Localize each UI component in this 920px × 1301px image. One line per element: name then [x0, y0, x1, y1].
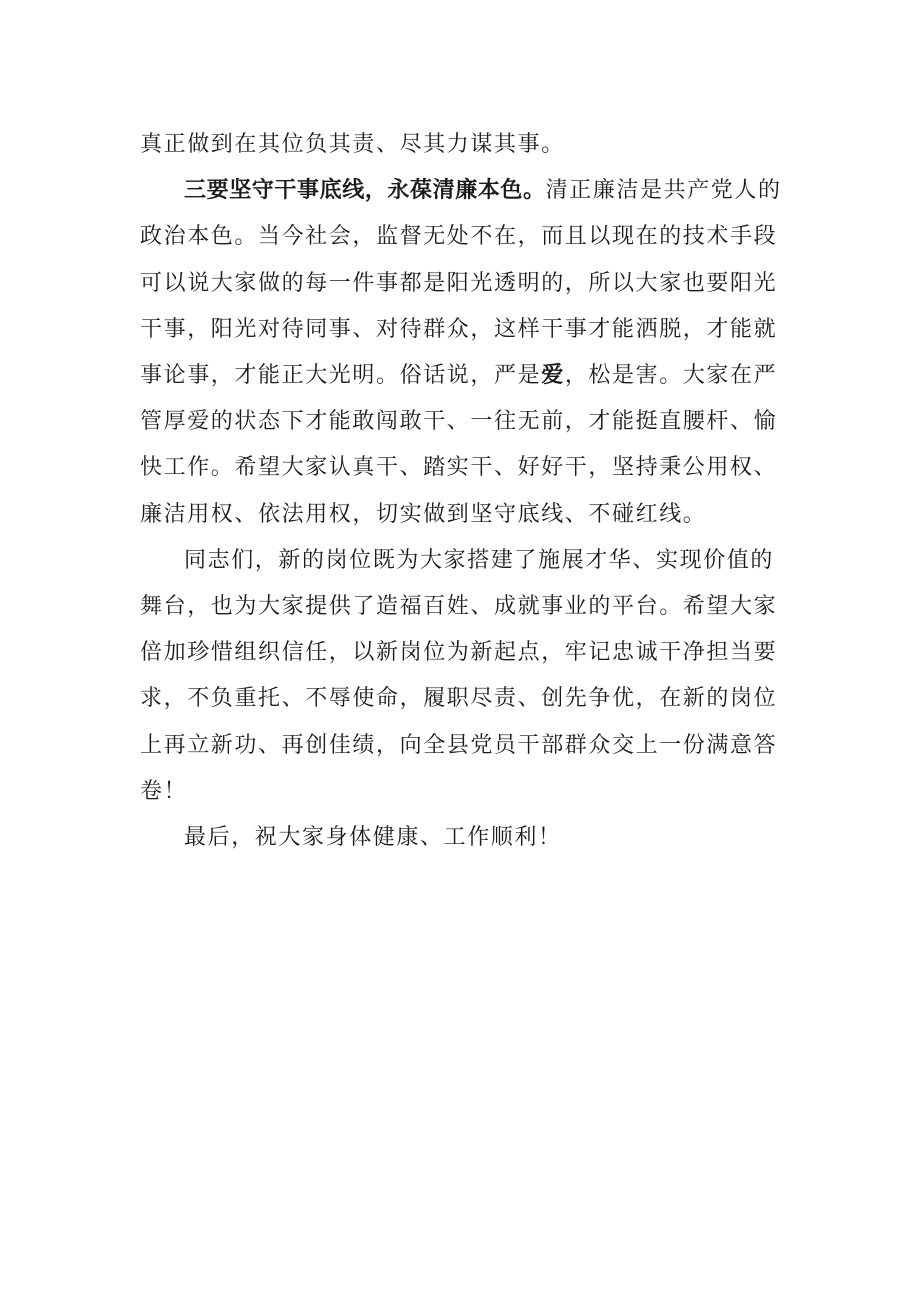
paragraph-body-part-b: ，松是害。大家在严管厚爱的状态下才能敢闯敢干、一往无前，才能挺直腰杆、愉快工作。希望大家认真干、踏实干、好好干，坚持秉公用权、廉洁用权、依法用权，切实做到坚守底线、不碰红线。 [140, 363, 778, 527]
paragraph-closing-wishes: 最后，祝大家身体健康、工作顺利！ [184, 825, 562, 851]
paragraph-comrades: 同志们，新的岗位既为大家搭建了施展才华、实现价值的舞台，也为大家提供了造福百姓、成就事业的平台。希望大家倍加珍惜组织信任，以新岗位为新起点，牢记忠诚干净担当要求，不负重托、不辱使命，履职尽责、创先争优，在新的岗位上再立新功、再创佳绩，向全县党员干部群众交上一份满意答卷！ [140, 547, 778, 804]
paragraph-continuation: 真正做到在其位负其责、尽其力谋其事。 [140, 132, 565, 157]
paragraph-lead-heading: 三要坚守干事底线，永葆清廉本色。 [184, 178, 546, 204]
paragraph-body-part-a: 清正廉洁是共产党人的政治本色。当今社会，监督无处不在，而且以现在的技术手段可以说大家做的每一件事都是阳光透明的，所以大家也要阳光干事，阳光对待同事、对待群众，这样干事才能洒脱，才能就事论事，才能正大光明。俗话说，严是 [140, 178, 782, 389]
emphasized-character: 爱 [541, 363, 565, 389]
paragraph-clean-governance [140, 168, 790, 538]
document-body [140, 122, 790, 861]
